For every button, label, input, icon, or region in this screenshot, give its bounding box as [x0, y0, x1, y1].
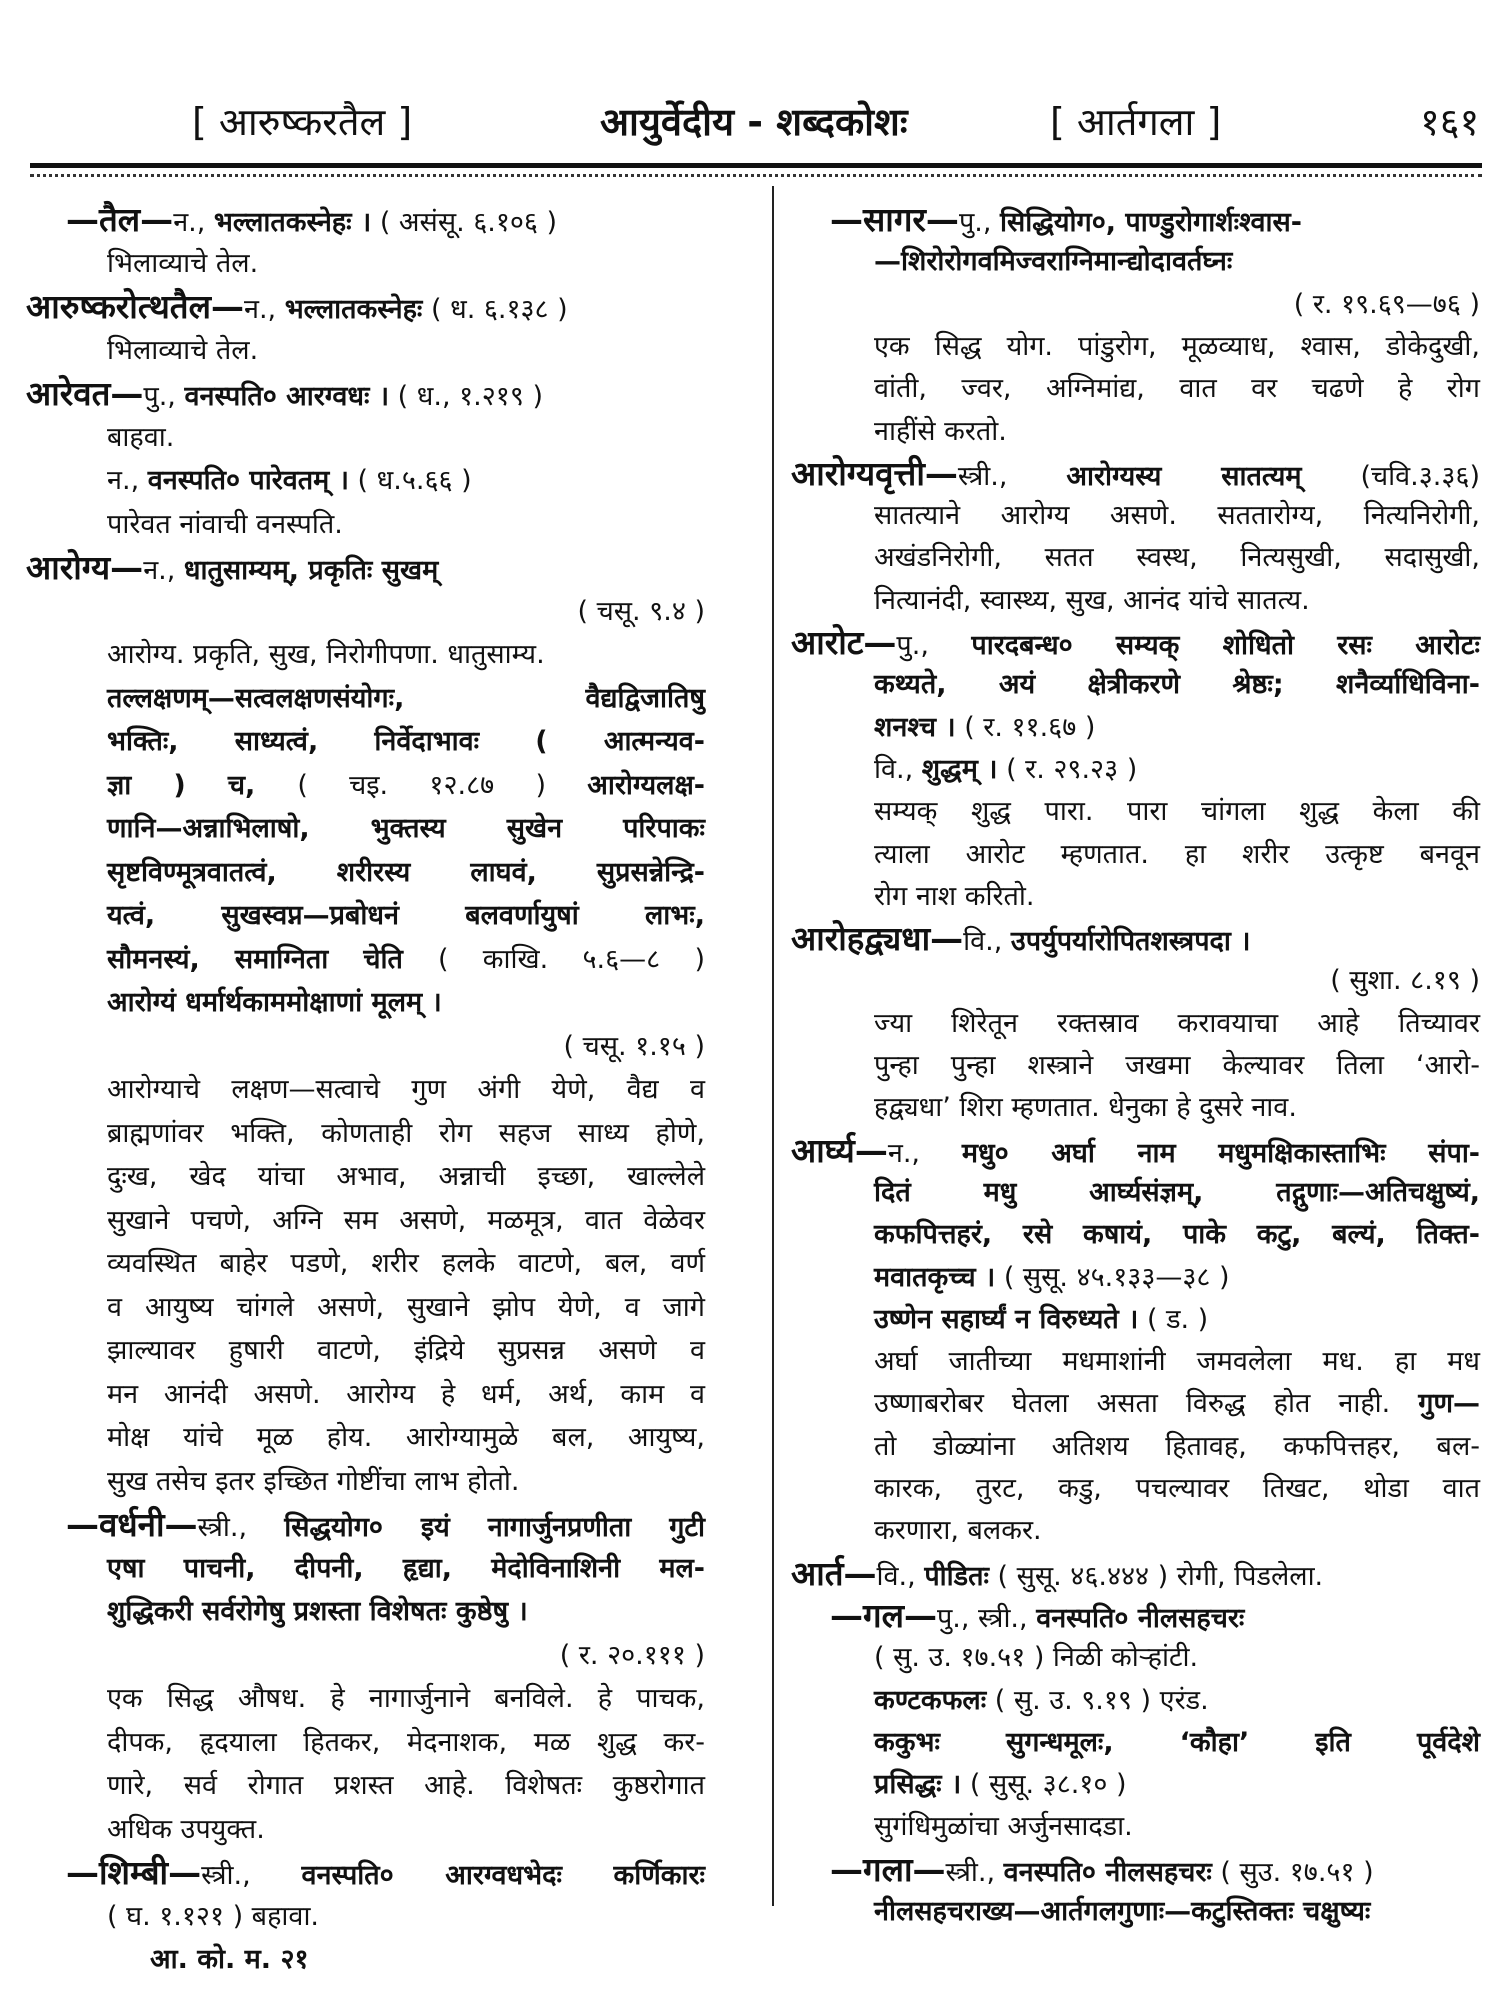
text-line — [874, 1765, 1480, 1805]
sanskrit-text: —शिरोरोगवमिज्वराग्निमान्द्योदावर्तघ्नः — [874, 246, 1233, 278]
text-segment: ( र. ११.६७ ) — [955, 711, 1096, 743]
text-line — [874, 581, 1480, 621]
text-segment: वांती, ज्वर, अग्निमांद्य, वात वर चढणे हे रोग — [874, 373, 1480, 405]
sanskrit-text: मधु० अर्घा नाम मधुमक्षिकास्ताभिः संपा- — [961, 1137, 1481, 1169]
headword: —गल— — [830, 1595, 937, 1635]
text-segment: पारेवत नांवाची वनस्पति. — [107, 508, 343, 540]
text-line — [874, 1469, 1480, 1509]
sanskrit-text: मवातकृच्च । — [874, 1261, 996, 1293]
text-segment: पु., — [958, 207, 1001, 238]
text-segment: हद्व्यधा’ शिरा म्हणतात. धेनुका हे दुसरे नाव. — [874, 1092, 1297, 1124]
text-segment: न., — [243, 294, 285, 325]
sub-entry-line — [830, 200, 1480, 240]
header-rule — [30, 163, 1482, 168]
text-segment: ( ध. ६.१३८ ) — [422, 294, 568, 325]
sanskrit-text: भल्लातकस्नेहः । — [213, 207, 372, 238]
sanskrit-text: कथ्यते, अयं क्षेत्रीकरणे श्रेष्ठः; शनैर्व्याधिविना- — [874, 669, 1480, 701]
text-line — [107, 722, 705, 762]
sub-entry-line — [66, 200, 705, 240]
sanskrit-text: आ. को. म. २१ — [150, 1944, 309, 1975]
text-line — [874, 750, 1480, 790]
text-segment: सम्यक् शुद्ध पारा. पारा चांगला शुद्ध केला की — [874, 796, 1480, 828]
text-line — [107, 1331, 705, 1371]
headword: आर्त— — [791, 1553, 877, 1593]
text-segment: ( ड. ) — [1138, 1303, 1209, 1335]
entry-headword-line — [791, 1131, 1480, 1171]
text-segment: ( असंसू. ६.१०६ ) — [371, 207, 558, 238]
text-line — [874, 1300, 1480, 1340]
text-line — [874, 242, 1480, 282]
sanskrit-text: णानि—अन्नाभिलाषो, भुक्तस्य सुखेन परिपाकः — [107, 813, 705, 844]
text-segment: भिलाव्याचे तेल. — [107, 247, 259, 279]
text-segment: स्त्री., — [197, 1512, 285, 1543]
sanskrit-text: सिद्धयोग० इयं नागार्जुनप्रणीता गुटी — [284, 1512, 705, 1543]
entry-headword-line — [26, 374, 705, 414]
sanskrit-text: भल्लातकस्नेहः — [284, 294, 423, 325]
text-line — [107, 1288, 705, 1328]
text-line — [874, 1638, 1480, 1678]
text-segment: ( र. २०.१११ ) — [559, 1639, 705, 1671]
book-title: आयुर्वेदीय - शब्दकोशः — [600, 100, 908, 144]
sub-entry-line — [66, 1505, 705, 1545]
text-line — [107, 1766, 705, 1806]
text-segment: स्त्री., — [945, 1856, 1004, 1888]
text-segment: ( चसू. ९.४ ) — [577, 595, 705, 627]
text-segment: ( चइ. १२.८७ ) — [297, 769, 588, 801]
text-segment: ( काखि. ५.६—८ ) — [437, 943, 705, 975]
text-segment: सुगंधिमुळांचा अर्जुनसादडा. — [874, 1811, 1133, 1843]
text-line — [874, 792, 1480, 832]
text-segment: ( सुसू. ४५.१३३—३८ ) — [995, 1261, 1230, 1293]
text-segment: उष्णाबरोबर घेतला असता विरुद्ध होत नाही. — [874, 1388, 1419, 1420]
entry-headword-line — [791, 454, 1480, 494]
headword: आरुष्करोत्थतैल— — [26, 287, 244, 326]
headword: आरेवत— — [26, 374, 144, 413]
text-segment: ( सु. उ. ९.१९ ) एरंड. — [986, 1684, 1209, 1716]
sanskrit-text: शुद्धम् । — [921, 753, 998, 785]
text-segment: बाहवा. — [107, 421, 175, 453]
text-segment: ( सुशा. ८.१९ ) — [1330, 965, 1480, 997]
text-segment: त्याला आरोट म्हणतात. हा शरीर उत्कृष्ट बनवून — [874, 838, 1480, 870]
text-line — [874, 1723, 1480, 1763]
text-segment: नित्यानंदी, स्वास्थ्य, सुख, आनंद यांचे सातत्य. — [874, 584, 1310, 616]
sanskrit-text: ज्ञा ) च, — [107, 769, 298, 801]
text-segment: भिलाव्याचे तेल. — [107, 334, 259, 366]
text-line — [107, 940, 705, 980]
sanskrit-text: ककुभः सुगन्धमूलः, ‘कौहा’ इति पूर्वदेशे — [874, 1726, 1480, 1758]
sanskrit-text: गुण— — [1418, 1388, 1480, 1420]
text-line — [874, 835, 1480, 875]
page-number: १६१ — [1420, 100, 1480, 144]
text-line — [874, 327, 1480, 367]
text-line — [107, 809, 705, 849]
text-segment: एक सिद्ध योग. पांडुरोग, मूळव्याध, श्वास, डोकेदुखी, — [874, 330, 1480, 362]
text-line — [874, 1427, 1480, 1467]
text-segment: सुख तसेच इतर इच्छित गोष्टींचा लाभ होतो. — [107, 1465, 520, 1497]
text-segment: स्त्री., — [201, 1860, 302, 1891]
text-line — [874, 665, 1480, 705]
text-line — [107, 418, 705, 458]
text-line — [874, 1088, 1480, 1128]
headword: —शिम्बी— — [66, 1853, 202, 1892]
text-line — [107, 1897, 705, 1937]
text-line — [107, 766, 705, 806]
headword: —तैल— — [66, 200, 174, 239]
text-segment: ( र. २९.२३ ) — [997, 753, 1138, 785]
text-line — [874, 369, 1480, 409]
text-segment: पु., स्त्री., — [936, 1602, 1037, 1634]
sanskrit-text: यत्वं, सुखस्वप्न—प्रबोधनं बलवर्णायुषां लाभः, — [107, 900, 705, 931]
text-line — [874, 877, 1480, 917]
text-line — [874, 1511, 1480, 1551]
text-segment: तो डोळ्यांना अतिशय हितावह, कफपित्तहर, बल- — [874, 1430, 1480, 1462]
text-line — [107, 331, 705, 371]
reference-line — [874, 285, 1480, 325]
text-line — [107, 244, 705, 284]
text-line — [107, 896, 705, 936]
sanskrit-text: उपर्युपर्यारोपितशस्त्रपदा । — [1010, 926, 1251, 958]
sanskrit-text: शनश्च । — [874, 711, 956, 743]
sanskrit-text: आरोग्यस्य सातत्यम् — [1066, 460, 1302, 492]
sanskrit-text: पीडितः — [924, 1560, 989, 1592]
text-segment: न., — [887, 1137, 962, 1169]
text-segment: एक सिद्ध औषध. हे नागार्जुनाने बनविले. हे पाचक, — [107, 1683, 705, 1714]
text-segment: आरोग्याचे लक्षण—सत्वाचे गुण अंगी येणे, वैद्य व — [107, 1074, 705, 1105]
text-segment: ब्राह्मणांवर भक्ति, कोणताही रोग सहज साध्य होणे, — [107, 1117, 705, 1149]
text-segment: न., — [173, 207, 214, 238]
text-line — [107, 1549, 705, 1589]
headword: —वर्धनी— — [66, 1505, 198, 1544]
entry-headword-line — [26, 287, 705, 327]
text-line — [874, 1892, 1480, 1932]
sub-entry-line — [830, 1850, 1480, 1890]
text-segment: ( ध., १.२१९ ) — [389, 381, 543, 412]
text-segment: करणारा, बलकर. — [874, 1515, 1042, 1547]
left-guide-word: [ आरुष्करतैल ] — [192, 100, 413, 144]
headword: आरोग्य— — [26, 548, 144, 587]
text-line — [107, 853, 705, 893]
headword: आरोट— — [791, 623, 897, 662]
text-segment: ( सु. उ. १७.५१ ) निळी कोऱ्हांटी. — [874, 1642, 1199, 1674]
text-segment: झाल्यावर हुषारी वाटणे, इंद्रिये सुप्रसन्न असणे व — [107, 1335, 705, 1366]
text-segment: ( घ. १.१२१ ) बहावा. — [107, 1900, 320, 1932]
text-segment: पुन्हा पुन्हा शस्त्राने जखमा केल्यावर तिला ‘आरो- — [874, 1050, 1480, 1081]
text-segment: अर्घा जातीच्या मधमाशांनी जमवलेला मध. हा मध — [874, 1346, 1480, 1378]
sub-entry-line — [830, 1596, 1480, 1636]
text-line — [874, 496, 1480, 536]
text-line — [874, 412, 1480, 452]
text-line — [107, 1679, 705, 1719]
headword: आरोग्यवृत्ती— — [791, 453, 958, 493]
entry-headword-line — [791, 1554, 1480, 1594]
reference-line — [107, 1636, 705, 1676]
text-line — [107, 1070, 705, 1110]
text-line — [107, 1723, 705, 1763]
text-line — [874, 1046, 1480, 1086]
text-line — [874, 1258, 1480, 1298]
text-line — [107, 1592, 705, 1632]
column-divider — [772, 186, 774, 1906]
sanskrit-text: एषा पाचनी, दीपनी, हृद्या, मेदोविनाशिनी मल- — [107, 1552, 705, 1584]
text-segment: वि., — [874, 753, 922, 785]
text-segment: मोक्ष यांचे मूळ होय. आरोग्यामुळे बल, आयुष्य, — [107, 1422, 705, 1453]
text-segment: ज्या शिरेतून रक्तस्राव करावयाचा आहे तिच्यावर — [874, 1007, 1480, 1039]
text-segment: ( ध.५.६६ ) — [348, 465, 472, 496]
text-segment: ( सुसू. ४६.४४४ ) रोगी, पिडलेला. — [988, 1560, 1324, 1592]
sanskrit-text: धातुसाम्यम्, प्रकृतिः सुखम् — [183, 555, 439, 586]
entry-headword-line — [791, 919, 1480, 959]
sanskrit-text: शुद्धिकरी सर्वरोगेषु प्रशस्ता विशेषतः कुष्ठेषु । — [107, 1596, 528, 1627]
text-segment: रोग नाश करितो. — [874, 880, 1035, 912]
sanskrit-text: आरोग्यं धर्मार्थकाममोक्षाणां मूलम् । — [107, 987, 442, 1018]
text-segment: व आयुष्य चांगले असणे, सुखाने झोप येणे, व जागे — [107, 1291, 705, 1323]
text-segment: कारक, तुरट, कडु, पचल्यावर तिखट, थोडा वात — [874, 1473, 1480, 1504]
signature-mark — [150, 1940, 705, 1980]
text-segment: (चवि.३.३६) — [1301, 460, 1480, 492]
reference-line — [107, 592, 705, 632]
headword: आरोहद्व्यधा— — [791, 919, 964, 959]
text-segment: ( सुसू. ३८.१० ) — [961, 1769, 1127, 1801]
text-segment: सुखाने पचणे, अग्नि सम असणे, मळमूत्र, वात वेळेवर — [107, 1204, 705, 1236]
text-segment: मन आनंदी असणे. आरोग्य हे धर्म, अर्थ, काम व — [107, 1378, 705, 1410]
sanskrit-text: वनस्पति० नीलसहचरः — [1003, 1856, 1212, 1888]
text-line — [107, 461, 705, 501]
reference-line — [874, 961, 1480, 1001]
text-segment: ( सुउ. १७.५१ ) — [1211, 1856, 1374, 1888]
sanskrit-text: वनस्पति० आरग्वधभेदः कर्णिकारः — [301, 1860, 705, 1891]
text-line — [874, 1681, 1480, 1721]
text-line — [107, 1114, 705, 1154]
text-line — [874, 1004, 1480, 1044]
text-segment: नाहींसे करतो. — [874, 415, 1007, 447]
text-line — [874, 1342, 1480, 1382]
sanskrit-text: नीलसहचराख्य—आर्तगलगुणाः—कटुस्तिक्तः चक्षुष्यः — [874, 1896, 1371, 1927]
text-segment: स्त्री., — [957, 460, 1067, 492]
text-line — [107, 635, 705, 675]
sanskrit-text: उष्णेन सहार्घ्यं न विरुध्यते । — [874, 1303, 1139, 1335]
text-line — [107, 983, 705, 1023]
sanskrit-text: दितं मधु आर्घ्यसंज्ञम्, तद्गुणाः—अतिचक्षुष्यं, — [874, 1176, 1480, 1208]
sanskrit-text: कण्टकफलः — [874, 1684, 987, 1716]
sanskrit-text: भक्तिः, साध्यत्वं, निर्वेदाभावः ( आत्मन्यव- — [107, 726, 705, 757]
text-line — [107, 1810, 705, 1850]
text-line — [107, 1244, 705, 1284]
text-segment: न., — [107, 465, 148, 496]
sanskrit-text: वनस्पति० पारेवतम् । — [147, 465, 349, 496]
sanskrit-text: सिद्धियोग०, पाण्डुरोगार्शःश्वास- — [1000, 207, 1302, 238]
text-line — [874, 1173, 1480, 1213]
text-segment: पु., — [896, 630, 972, 661]
text-segment: ( चसू. १.१५ ) — [563, 1030, 705, 1062]
text-line — [107, 1418, 705, 1458]
sanskrit-text: कफपित्तहरं, रसे कषायं, पाके कटु, बल्यं, तिक्त- — [874, 1219, 1480, 1251]
sub-entry-line — [66, 1853, 705, 1893]
sanskrit-text: सृष्टविण्मूत्रवातत्वं, शरीरस्य लाघवं, सुप्रसन्नेन्द्रि- — [107, 856, 705, 888]
text-segment: णारे, सर्व रोगात प्रशस्त आहे. विशेषतः कुष्ठरोगात — [107, 1770, 705, 1801]
headword: —सागर— — [830, 200, 959, 239]
sanskrit-text: आरोग्यलक्ष- — [587, 769, 706, 801]
sanskrit-text: सौमनस्यं, समाग्निता चेति — [107, 943, 438, 975]
text-line — [107, 1157, 705, 1197]
text-segment: न., — [143, 555, 184, 586]
text-segment: अखंडनिरोगी, सतत स्वस्थ, नित्यसुखी, सदासुखी, — [874, 542, 1480, 574]
text-segment: दीपक, हृदयाला हितकर, मेदनाशक, मळ शुद्ध कर- — [107, 1726, 705, 1758]
right-guide-word: [ आर्तगला ] — [1050, 100, 1222, 144]
text-line — [874, 1384, 1480, 1424]
sanskrit-text: तल्लक्षणम्—सत्वलक्षणसंयोगः, वैद्यद्विजातिषु — [107, 682, 705, 714]
headword: आर्घ्य— — [791, 1130, 888, 1170]
text-line — [107, 679, 705, 719]
text-segment: वि., — [876, 1560, 925, 1592]
text-line — [107, 1375, 705, 1415]
text-segment: वि., — [963, 926, 1011, 958]
text-line — [874, 708, 1480, 748]
sanskrit-text: पारदबन्ध० सम्यक् शोधितो रसः आरोटः — [971, 630, 1480, 661]
entry-headword-line — [791, 623, 1480, 663]
text-segment: अधिक उपयुक्त. — [107, 1813, 265, 1845]
text-segment: व्यवस्थित बाहेर पडणे, शरीर हलके वाटणे, बल, वर्ण — [107, 1248, 705, 1279]
sanskrit-text: वनस्पति० नीलसहचरः — [1036, 1602, 1245, 1634]
text-line — [874, 1215, 1480, 1255]
text-segment: ( र. १९.६९—७६ ) — [1293, 288, 1480, 320]
text-line — [107, 1201, 705, 1241]
text-segment: पु., — [143, 381, 185, 412]
entry-headword-line — [26, 548, 705, 588]
sanskrit-text: प्रसिद्धः । — [874, 1769, 962, 1801]
text-segment: दुःख, खेद यांचा अभाव, अन्नाची इच्छा, खाल्लेले — [107, 1161, 705, 1192]
text-line — [107, 505, 705, 545]
header-wavy-rule — [30, 174, 1482, 177]
reference-line — [107, 1027, 705, 1067]
text-segment: सातत्याने आरोग्य असणे. सततारोग्य, नित्यनिरोगी, — [874, 500, 1480, 532]
text-segment: आरोग्य. प्रकृति, सुख, निरोगीपणा. धातुसाम्य. — [107, 639, 545, 670]
headword: —गला— — [830, 1849, 946, 1889]
text-line — [874, 538, 1480, 578]
sanskrit-text: वनस्पति० आरग्वधः । — [184, 381, 390, 412]
text-line — [107, 1462, 705, 1502]
text-line — [874, 1807, 1480, 1847]
